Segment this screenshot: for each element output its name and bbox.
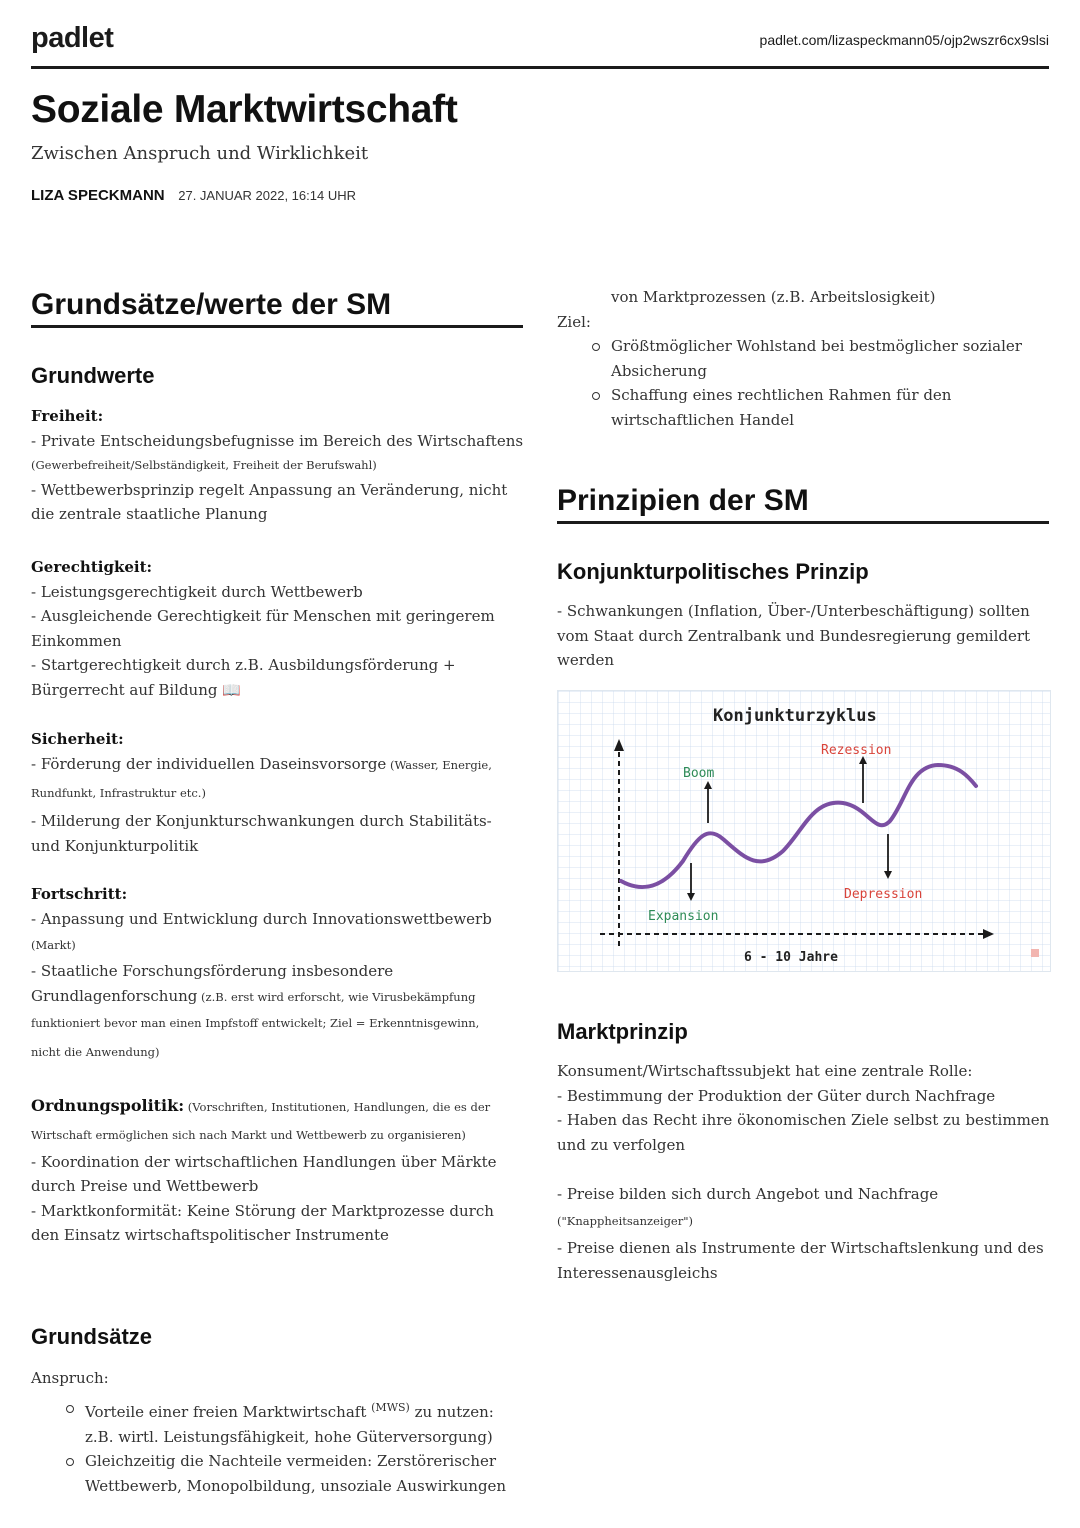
top-bar <box>31 18 1049 69</box>
text-line: und Konjunkturpolitik <box>31 836 199 855</box>
bullet-icon <box>66 1405 74 1413</box>
text-line: Schaffung eines rechtlichen Rahmen für den <box>611 386 952 404</box>
subheading-konjunkturpolitisches-prinzip: Konjunkturpolitisches Prinzip <box>557 559 869 584</box>
label-freiheit: Freiheit: <box>31 407 104 425</box>
text-line: - Ausgleichende Gerechtigkeit für Menschen mit geringerem <box>31 607 495 625</box>
text-line: Interessenausgleichs <box>557 1263 718 1282</box>
section-title-grundsaetze-werte: Grundsätze/werte der SM <box>31 288 523 328</box>
text-line: - Startgerechtigkeit durch z.B. Ausbildungsförderung + <box>31 656 456 674</box>
text-line-small: ("Knappheitsanzeiger") <box>557 1214 694 1228</box>
text-line: Absicherung <box>611 361 707 380</box>
section-title-prinzipien: Prinzipien der SM <box>557 484 1049 524</box>
bullet-icon <box>592 392 600 400</box>
konjunkturzyklus-svg <box>558 691 1050 971</box>
list-ziel <box>611 334 1051 432</box>
text-line: zu nutzen: <box>409 1403 494 1421</box>
text-line: Konsument/Wirtschaftssubjekt hat eine zentrale Rolle: <box>557 1062 973 1080</box>
text-line: - Haben das Recht ihre ökonomischen Ziele selbst zu bestimmen <box>557 1111 1050 1129</box>
text-line: - Marktkonformität: Keine Störung der Marktprozesse durch <box>31 1201 494 1220</box>
block-ordnungspolitik <box>31 1094 531 1248</box>
text-line: - Preise dienen als Instrumente der Wirtschaftslenkung und des <box>557 1239 1044 1257</box>
text-line: - Bestimmung der Produktion der Güter durch Nachfrage <box>557 1086 996 1105</box>
text-line-small: (Wasser, Energie, <box>386 757 492 772</box>
subheading-grundwerte: Grundwerte <box>31 363 155 388</box>
text-line: Grundlagenforschung <box>31 986 198 1005</box>
page-subtitle: Zwischen Anspruch und Wirklichkeit <box>31 143 369 164</box>
text-line: - Wettbewerbsprinzip regelt Anpassung an Veränderung, nicht <box>31 480 508 499</box>
text-line-small: (Vorschriften, Institutionen, Handlungen, die es der <box>184 1100 491 1114</box>
label-gerechtigkeit: Gerechtigkeit: <box>31 558 153 576</box>
superscript: (MWS) <box>371 1401 410 1414</box>
spacer <box>557 1157 1052 1182</box>
list-item <box>611 334 1051 383</box>
text-line: - Leistungsgerechtigkeit durch Wettbewerb <box>31 582 363 601</box>
block-gerechtigkeit <box>31 555 531 702</box>
watermark-icon <box>1031 949 1039 957</box>
text-line: Wettbewerb, Monopolbildung, unsoziale Auswirkungen <box>85 1476 507 1495</box>
text-line: Vorteile einer freien Marktwirtschaft <box>85 1403 372 1421</box>
post-date: 27. JANUAR 2022, 16:14 UHR <box>178 188 356 203</box>
label-ordnungspolitik: Ordnungspolitik: <box>31 1096 185 1115</box>
bullet-icon <box>592 343 600 351</box>
label-ziel: Ziel: <box>557 313 591 331</box>
page-title: Soziale Marktwirtschaft <box>31 88 458 131</box>
block-fortschritt <box>31 882 531 1066</box>
block-sicherheit <box>31 727 531 858</box>
text-line: - Private Entscheidungsbefugnisse im Bereich des Wirtschaftens <box>31 431 524 450</box>
text-line-small: nicht die Anwendung) <box>31 1045 160 1059</box>
block-freiheit <box>31 404 531 527</box>
text-line: - Preise bilden sich durch Angebot und Nachfrage <box>557 1184 939 1203</box>
text-line: den Einsatz wirtschaftspolitischer Instrumente <box>31 1226 389 1244</box>
text-line: - Anpassung und Entwicklung durch Innovationswettbewerb <box>31 909 492 928</box>
subheading-grundsaetze: Grundsätze <box>31 1324 153 1349</box>
text-line: - Koordination der wirtschaftlichen Handlungen über Märkte <box>31 1152 497 1171</box>
text-line: Bürgerrecht auf Bildung 📖 <box>31 680 241 699</box>
list-anspruch <box>85 1396 525 1498</box>
text-line-small: funktioniert bevor man einen Impfstoff entwickelt; Ziel = Erkenntnisgewinn, <box>31 1016 480 1030</box>
text-line-small: Rundfunkt, Infrastruktur etc.) <box>31 786 206 800</box>
page-url[interactable]: padlet.com/lizaspeckmann05/ojp2wszr6cx9slsi <box>759 32 1049 48</box>
text-line: - Förderung der individuellen Daseinsvorsorge <box>31 754 387 773</box>
text-line: - Milderung der Konjunkturschwankungen durch Stabilitäts- <box>31 812 492 830</box>
block-marktprinzip <box>557 1059 1052 1285</box>
list-item <box>85 1449 525 1498</box>
text-line: wirtschaftlichen Handel <box>611 410 795 429</box>
text-line-small: (Markt) <box>31 938 76 952</box>
text-line: Einkommen <box>31 631 122 650</box>
grid-background <box>558 691 1050 971</box>
padlet-logo[interactable]: padlet <box>31 22 114 54</box>
post-meta <box>31 187 356 204</box>
text-line: - Staatliche Forschungsförderung insbesondere <box>31 962 394 980</box>
text-line: vom Staat durch Zentralbank und Bundesregierung gemildert <box>557 626 1031 645</box>
label-fortschritt: Fortschritt: <box>31 885 128 903</box>
text-line: werden <box>557 651 615 669</box>
list-item <box>611 383 1051 432</box>
label-rezession: Rezession <box>821 743 892 758</box>
text-line-small: (Gewerbefreiheit/Selbständigkeit, Freiheit der Berufswahl) <box>31 458 377 472</box>
label-sicherheit: Sicherheit: <box>31 730 124 748</box>
text-line: durch Preise und Wettbewerb <box>31 1177 259 1195</box>
subheading-marktprinzip: Marktprinzip <box>557 1019 688 1044</box>
label-x-axis: 6 - 10 Jahre <box>744 950 838 965</box>
text-line: z.B. wirtl. Leistungsfähigkeit, hohe Güterversorgung) <box>85 1427 493 1446</box>
label-anspruch: Anspruch: <box>31 1369 109 1387</box>
text-line-small: (z.B. erst wird erforscht, wie Virusbekämpfung <box>197 989 476 1004</box>
author-name: LIZA SPECKMANN <box>31 187 165 204</box>
text-line: - Schwankungen (Inflation, Über-/Unterbeschäftigung) sollten <box>557 602 1030 620</box>
label-depression: Depression <box>844 887 923 902</box>
label-expansion: Expansion <box>648 909 719 924</box>
block-konjunktur <box>557 599 1052 673</box>
text-line-small: Wirtschaft ermöglichen sich nach Markt und Wettbewerb zu organisieren) <box>31 1127 466 1142</box>
text-line: Gleichzeitig die Nachteile vermeiden: Zerstörerischer <box>85 1452 497 1470</box>
illustration-title: Konjunkturzyklus <box>713 706 877 726</box>
block-anspruch <box>31 1366 531 1391</box>
text-line: und zu verfolgen <box>557 1135 686 1154</box>
bullet-icon <box>66 1458 74 1466</box>
list-item <box>85 1396 525 1449</box>
text-line: die zentrale staatliche Planung <box>31 505 268 523</box>
text-line: von Marktprozessen (z.B. Arbeitslosigkeit) <box>611 288 936 306</box>
text-line: Größtmöglicher Wohlstand bei bestmöglicher sozialer <box>611 337 1022 355</box>
label-boom: Boom <box>683 766 715 781</box>
konjunkturzyklus-illustration[interactable] <box>557 690 1051 972</box>
